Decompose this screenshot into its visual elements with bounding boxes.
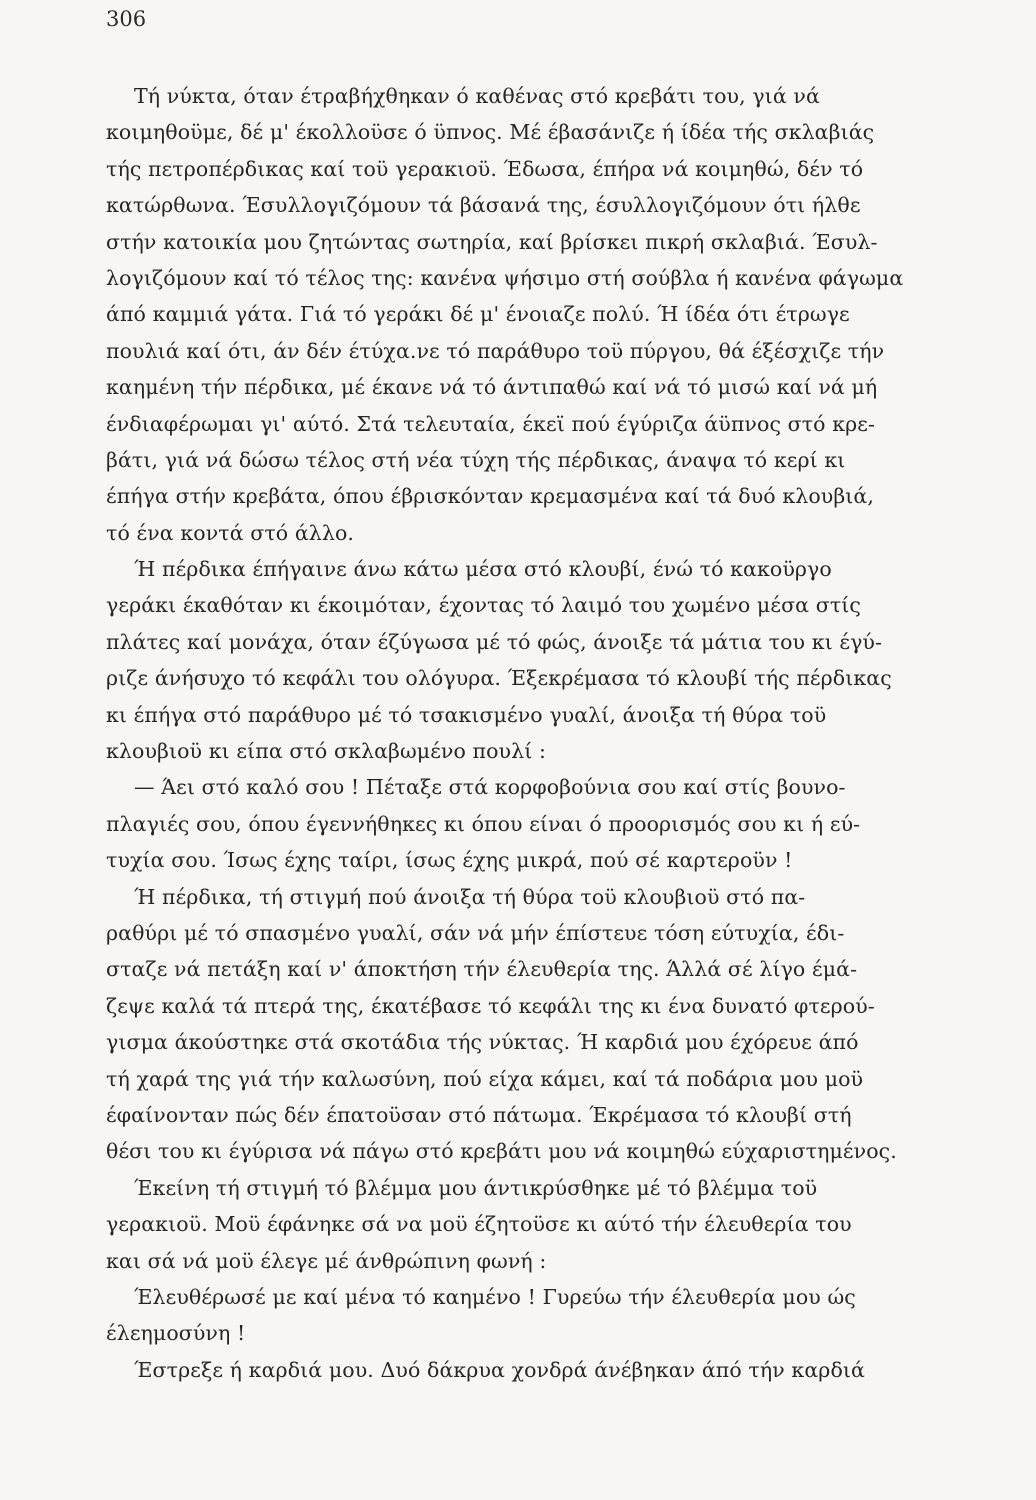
text-line: κι έπήγα στό παράθυρο μέ τό τσακισμένο γυαλί, άνοιξα τή θύρα τοϋ (106, 702, 827, 727)
text-line: τής πετροπέρδικας καί τοϋ γερακιοϋ. Έδωσα, έπήρα νά κοιμηθώ, δέν τό (106, 156, 864, 181)
text-line: τό ένα κοντά στό άλλο. (106, 520, 355, 545)
text-line: γερακιοϋ. Μοϋ έφάνηκε σά να μοϋ έζητοϋσε κι αύτό τήν έλευθερία του (106, 1212, 852, 1237)
body-text (106, 78, 962, 1388)
text-line: ζεψε καλά τά πτερά της, έκατέβασε τό κεφάλι της κι ένα δυνατό φτερού- (106, 993, 875, 1018)
text-line: Έστρεξε ή καρδιά μου. Δυό δάκρυα χονδρά άνέβηκαν άπό τήν καρδιά (134, 1357, 865, 1382)
text-line: και σά νά μοϋ έλεγε μέ άνθρώπινη φωνή : (106, 1248, 547, 1273)
page-number: 306 (106, 7, 147, 31)
text-line: γισμα άκούστηκε στά σκοτάδια τής νύκτας. Ή καρδιά μου έχόρευε άπό (106, 1030, 859, 1055)
text-line: κοιμηθοϋμε, δέ μ' έκολλοϋσε ό ϋπνος. Μέ έβασάνιζε ή ίδέα τής σκλαβιάς (106, 120, 875, 145)
text-line: τή χαρά της γιά τήν καλωσύνη, πού είχα κάμει, καί τά ποδάρια μου μοϋ (106, 1066, 864, 1091)
text-line: κλουβιοϋ κι είπα στό σκλαβωμένο πουλί : (106, 739, 546, 764)
text-line: γεράκι έκαθόταν κι έκοιμόταν, έχοντας τό λαιμό του χωμένο μέσα στίς (106, 593, 861, 618)
text-line: ριζε άνήσυχο τό κεφάλι του ολόγυρα. Έξεκρέμασα τό κλουβί τής πέρδικας (106, 666, 892, 691)
text-line: σταζε νά πετάξη καί ν' άποκτήση τήν έλευθερία της. Άλλά σέ λίγο έμά- (106, 957, 858, 982)
text-line: Έλευθέρωσέ με καί μένα τό καημένο ! Γυρεύω τήν έλευθερία μου ώς (134, 1284, 856, 1309)
text-line: τυχία σου. Ίσως έχης ταίρι, ίσως έχης μικρά, πού σέ καρτεροϋν ! (106, 848, 793, 873)
text-line: θέσι του κι έγύρισα νά πάγω στό κρεβάτι μου νά κοιμηθώ εύχαριστημένος. (106, 1139, 897, 1164)
text-line: έπήγα στήν κρεβάτα, όπου έβρισκόνταν κρεμασμένα καί τά δυό κλουβιά, (106, 484, 874, 509)
text-line: ραθύρι μέ τό σπασμένο γυαλί, σάν νά μήν έπίστευε τόση εύτυχία, έδι- (106, 920, 845, 945)
text-line: άπό καμμιά γάτα. Γιά τό γεράκι δέ μ' ένοιαζε πολύ. Ή ίδέα ότι έτρωγε (106, 302, 850, 327)
text-line: Τή νύκτα, όταν έτραβήχθηκαν ό καθένας στό κρεβάτι του, γιά νά (134, 84, 820, 108)
text-line: Ή πέρδικα έπήγαινε άνω κάτω μέσα στό κλουβί, ένώ τό κακοϋργο (134, 557, 832, 582)
text-line: πουλιά καί ότι, άν δέν έτύχα.νε τό παράθυρο τοϋ πύργου, θά έξέσχιζε τήν (106, 338, 885, 363)
text-line: καημένη τήν πέρδικα, μέ έκανε νά τό άντιπαθώ καί νά τό μισώ καί νά μή (106, 375, 878, 400)
text-line: έλεημοσύνη ! (106, 1321, 246, 1346)
text-line: — Άει στό καλό σου ! Πέταξε στά κορφοβούνια σου καί στίς βουνο- (134, 775, 846, 800)
text-line: πλάτες καί μονάχα, όταν έζύγωσα μέ τό φώς, άνοιξε τά μάτια του κι έγύ- (106, 629, 883, 654)
text-line: πλαγιές σου, όπου έγεννήθηκες κι όπου είναι ό προορισμός σου κι ή εύ- (106, 811, 861, 836)
text-line: Ή πέρδικα, τή στιγμή πού άνοιξα τή θύρα τοϋ κλουβιοϋ στό πα- (134, 884, 806, 909)
text-line: έφαίνονταν πώς δέν έπατοϋσαν στό πάτωμα. Έκρέμασα τό κλουβί στή (106, 1102, 852, 1127)
text-line: βάτι, γιά νά δώσω τέλος στή νέα τύχη τής πέρδικας, άναψα τό κερί κι (106, 447, 846, 472)
text-line: στήν κατοικία μου ζητώντας σωτηρία, καί βρίσκει πικρή σκλαβιά. Έσυλ- (106, 229, 878, 254)
text-line: Έκείνη τή στιγμή τό βλέμμα μου άντικρύσθηκε μέ τό βλέμμα τοϋ (134, 1175, 818, 1200)
text-line: κατώρθωνα. Έσυλλογιζόμουν τά βάσανά της, έσυλλογιζόμουν ότι ήλθε (106, 193, 861, 218)
text-line: ένδιαφέρωμαι γι' αύτό. Στά τελευταία, έκεϊ πού έγύριζα άϋπνος στό κρε- (106, 411, 876, 436)
text-line: λογιζόμουν καί τό τέλος της: κανένα ψήσιμο στή σούβλα ή κανένα φάγωμα (106, 265, 904, 290)
